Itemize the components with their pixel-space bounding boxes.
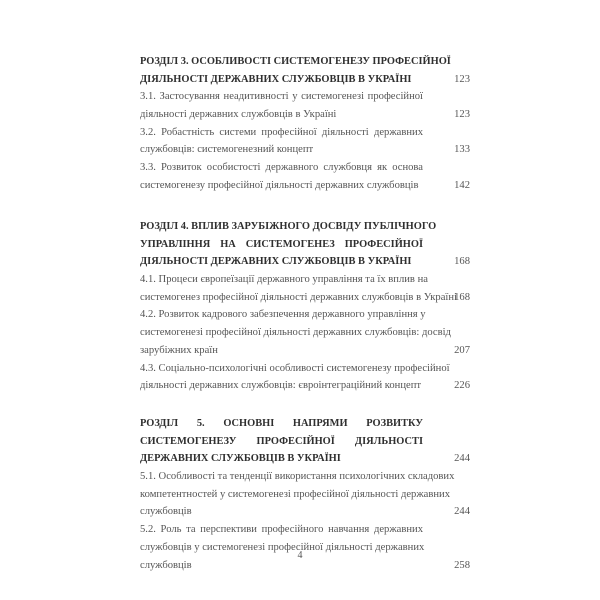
toc-page-number: 168 (454, 256, 470, 268)
toc-entry-line: службовців (140, 506, 192, 518)
toc-entry-line: системогенезі професійної діяльності державних службовців: досвід (140, 327, 451, 339)
toc-entry-line: системогенезу професійної діяльності державних службовців (140, 179, 419, 191)
toc-entry-line: діяльності державних службовців: євроінтеграційний концепт (140, 380, 422, 392)
toc-page-number: 226 (454, 380, 470, 392)
toc-section (140, 218, 470, 395)
toc-entry-line: службовців: системогенезний концепт (140, 144, 314, 156)
toc-entry-line: діяльності державних службовців в Україні (140, 109, 337, 121)
toc-entry-line: 4.2. Розвиток кадрового забезпечення державного управління у (140, 309, 426, 321)
toc-entry-line: службовців (140, 559, 192, 571)
toc-entry[interactable] (140, 468, 470, 521)
toc-entry[interactable] (140, 521, 470, 574)
toc-entry[interactable] (140, 306, 470, 359)
toc-entry[interactable] (140, 88, 470, 123)
section-heading-line: ДІЯЛЬНОСТІ ДЕРЖАВНИХ СЛУЖБОВЦІВ В УКРАЇНІ (140, 256, 412, 268)
toc-entry-line: 5.2. Роль та перспективи професійного навчання державних (140, 524, 423, 536)
toc-entry-line: 3.2. Робастність системи професійної діяльності державних (140, 126, 423, 138)
toc-entry-line: 4.3. Соціально-психологічні особливості системогенезу професійної (140, 362, 450, 374)
toc-page-number: 123 (454, 73, 470, 85)
toc-entry-line: 3.1. Застосування неадитивності у системогенезі професійної (140, 91, 423, 103)
toc-entry-line: 4.1. Процеси європеїзації державного управління та їх вплив на (140, 274, 428, 286)
toc-entry[interactable] (140, 360, 470, 395)
toc-entry-line: службовців у системогенезі професійної діяльності державних (140, 541, 425, 553)
section-heading[interactable] (140, 218, 470, 271)
section-heading-line: РОЗДІЛ 4. ВПЛИВ ЗАРУБІЖНОГО ДОСВІДУ ПУБЛІЧНОГО (140, 221, 437, 232)
toc-page-number: 133 (454, 144, 470, 156)
toc-section (140, 53, 470, 195)
toc-entry[interactable] (140, 124, 470, 159)
toc-entry[interactable] (140, 271, 470, 306)
toc-page-number: 244 (454, 506, 470, 518)
page-number: 4 (297, 550, 303, 561)
toc-page-number: 168 (454, 291, 470, 303)
toc-entry[interactable] (140, 159, 470, 194)
toc-page-number: 207 (454, 344, 470, 356)
section-heading-line: УПРАВЛІННЯ НА СИСТЕМОГЕНЕЗ ПРОФЕСІЙНОЇ (140, 238, 423, 250)
toc-entry-line: системогенез професійної діяльності державних службовців в Україні (140, 291, 457, 303)
section-heading-line: СИСТЕМОГЕНЕЗУ ПРОФЕСІЙНОЇ ДІЯЛЬНОСТІ (140, 435, 423, 447)
section-heading-line: ДІЯЛЬНОСТІ ДЕРЖАВНИХ СЛУЖБОВЦІВ В УКРАЇНІ (140, 73, 412, 85)
toc-entry-line: зарубіжних країн (140, 344, 218, 356)
toc-entry-line: 3.3. Розвиток особистості державного службовця як основа (140, 162, 423, 174)
section-heading-line: РОЗДІЛ 5. ОСНОВНІ НАПРЯМИ РОЗВИТКУ (140, 418, 423, 429)
toc-page-number: 142 (454, 179, 470, 191)
section-heading[interactable] (140, 415, 470, 468)
toc-page-number: 244 (454, 453, 470, 465)
toc-page-number: 258 (454, 559, 470, 571)
toc-entry-line: 5.1. Особливості та тенденції використання психологічних складових (140, 471, 455, 483)
toc-entry-line: компетентностей у системогенезі професійної діяльності державних (140, 488, 451, 500)
section-heading[interactable] (140, 53, 470, 88)
section-heading-line: ДЕРЖАВНИХ СЛУЖБОВЦІВ В УКРАЇНІ (140, 453, 341, 465)
section-heading-line: РОЗДІЛ 3. ОСОБЛИВОСТІ СИСТЕМОГЕНЕЗУ ПРОФЕСІЙНОЇ (140, 56, 451, 67)
toc-page-number: 123 (454, 109, 470, 121)
